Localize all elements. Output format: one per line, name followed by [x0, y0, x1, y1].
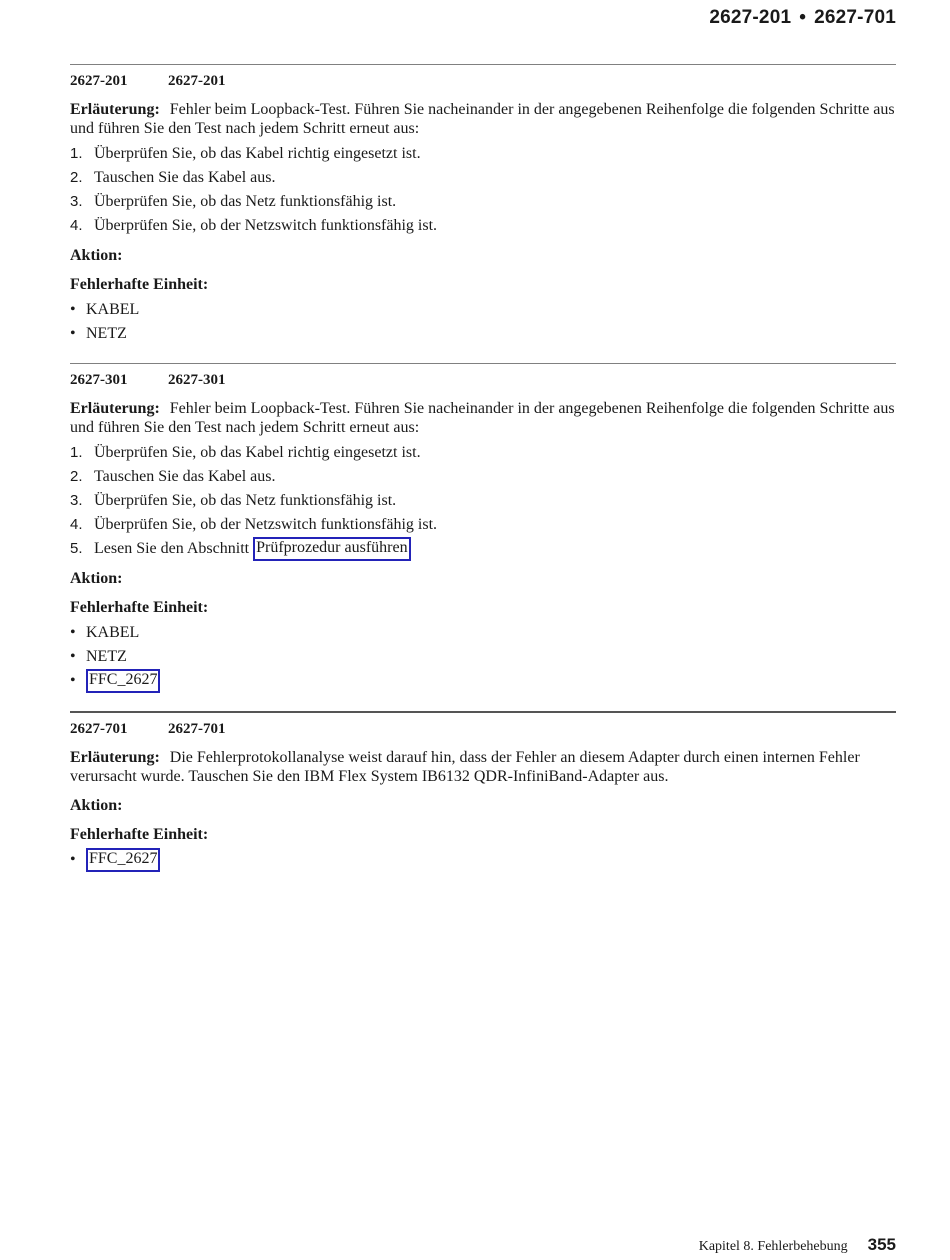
error-entry-2627-201	[70, 64, 896, 346]
faulty-unit-heading: Fehlerhafte Einheit:	[70, 826, 209, 843]
explanation-label: Erläuterung:	[70, 749, 160, 766]
error-entry-2627-701	[70, 711, 896, 872]
header-separator: •	[799, 7, 807, 28]
step-text: Überprüfen Sie, ob der Netzswitch funktionsfähig ist.	[94, 516, 438, 533]
action-heading: Aktion:	[70, 247, 123, 264]
explanation-label: Erläuterung:	[70, 400, 160, 417]
step-number: 4.	[70, 516, 83, 533]
step-number: 3.	[70, 492, 83, 509]
unit-text: KABEL	[86, 624, 140, 641]
entry-code: 2627-201	[70, 73, 128, 89]
bullet-icon: •	[70, 851, 76, 868]
unit-item	[70, 645, 896, 669]
step-list	[70, 142, 896, 238]
step-item	[70, 190, 896, 214]
explanation-label: Erläuterung:	[70, 101, 160, 118]
step-item	[70, 166, 896, 190]
unit-item	[70, 322, 896, 346]
entry-divider	[70, 64, 896, 65]
step-number: 1.	[70, 444, 83, 461]
step-text: Überprüfen Sie, ob der Netzswitch funktionsfähig ist.	[94, 217, 438, 234]
faulty-unit-heading: Fehlerhafte Einheit:	[70, 276, 209, 293]
step-item	[70, 537, 896, 561]
entry-divider	[70, 711, 896, 713]
unit-text: KABEL	[86, 301, 140, 318]
step-item	[70, 214, 896, 238]
step-item	[70, 465, 896, 489]
entry-code: 2627-301	[70, 372, 128, 388]
explanation	[70, 100, 896, 138]
ffc-2627-link[interactable]: FFC_2627	[86, 669, 160, 693]
step-item	[70, 489, 896, 513]
entry-code-row	[70, 73, 896, 91]
running-header	[709, 7, 896, 29]
explanation-text: Die Fehlerprotokollanalyse weist darauf hin, dass der Fehler an diesem Adapter durch einen internen Fehler verursacht wurde. Tauschen Sie den IBM Flex System IB6132 QDR-InfiniBand-Adapter aus.	[70, 749, 860, 785]
faulty-unit-heading: Fehlerhafte Einheit:	[70, 599, 209, 616]
entry-code-secondary: 2627-301	[168, 372, 226, 388]
bullet-icon: •	[70, 624, 76, 641]
step-text: Überprüfen Sie, ob das Netz funktionsfähig ist.	[94, 193, 397, 210]
step-text: Tauschen Sie das Kabel aus.	[94, 169, 276, 186]
step-number: 3.	[70, 193, 83, 210]
faulty-unit-list	[70, 298, 896, 346]
entry-code-row	[70, 372, 896, 390]
bullet-icon: •	[70, 325, 76, 342]
step-text: Überprüfen Sie, ob das Netz funktionsfähig ist.	[94, 492, 397, 509]
step-item	[70, 142, 896, 166]
unit-item	[70, 621, 896, 645]
step-text: Lesen Sie den Abschnitt	[94, 540, 250, 557]
explanation	[70, 748, 896, 786]
header-code-b: 2627-701	[814, 7, 896, 28]
unit-item	[70, 669, 896, 693]
pruefprozedur-link[interactable]: Prüfprozedur ausführen	[253, 537, 411, 561]
entry-code-row	[70, 721, 896, 739]
entry-code-secondary: 2627-701	[168, 721, 226, 737]
explanation-text: Fehler beim Loopback-Test. Führen Sie nacheinander in der angegebenen Reihenfolge die folgenden Schritte aus und führen Sie den Test nach jedem Schritt erneut aus:	[70, 400, 895, 436]
unit-text: NETZ	[86, 648, 127, 665]
step-item	[70, 441, 896, 465]
explanation-text: Fehler beim Loopback-Test. Führen Sie nacheinander in der angegebenen Reihenfolge die folgenden Schritte aus und führen Sie den Test nach jedem Schritt erneut aus:	[70, 101, 895, 137]
step-item	[70, 513, 896, 537]
unit-text: NETZ	[86, 325, 127, 342]
step-number: 2.	[70, 169, 83, 186]
chapter-title: Kapitel 8. Fehlerbehebung	[698, 1239, 848, 1254]
error-entry-2627-301	[70, 363, 896, 693]
step-number: 2.	[70, 468, 83, 485]
step-text: Überprüfen Sie, ob das Kabel richtig eingesetzt ist.	[94, 444, 421, 461]
bullet-icon: •	[70, 301, 76, 318]
bullet-icon: •	[70, 648, 76, 665]
page-footer	[699, 1235, 896, 1255]
unit-item	[70, 298, 896, 322]
action-heading: Aktion:	[70, 570, 123, 587]
step-number: 4.	[70, 217, 83, 234]
bullet-icon: •	[70, 672, 76, 689]
page-number: 355	[867, 1235, 896, 1254]
step-list	[70, 441, 896, 561]
action-heading: Aktion:	[70, 797, 123, 814]
step-number: 1.	[70, 145, 83, 162]
entry-code-secondary: 2627-201	[168, 73, 226, 89]
entry-code: 2627-701	[70, 721, 128, 737]
explanation	[70, 399, 896, 437]
ffc-2627-link[interactable]: FFC_2627	[86, 848, 160, 872]
step-text: Tauschen Sie das Kabel aus.	[94, 468, 276, 485]
entry-divider	[70, 363, 896, 364]
faulty-unit-list	[70, 621, 896, 693]
unit-item	[70, 848, 896, 872]
step-number: 5.	[70, 540, 83, 557]
faulty-unit-list	[70, 848, 896, 872]
step-text: Überprüfen Sie, ob das Kabel richtig eingesetzt ist.	[94, 145, 421, 162]
header-code-a: 2627-201	[709, 7, 792, 28]
